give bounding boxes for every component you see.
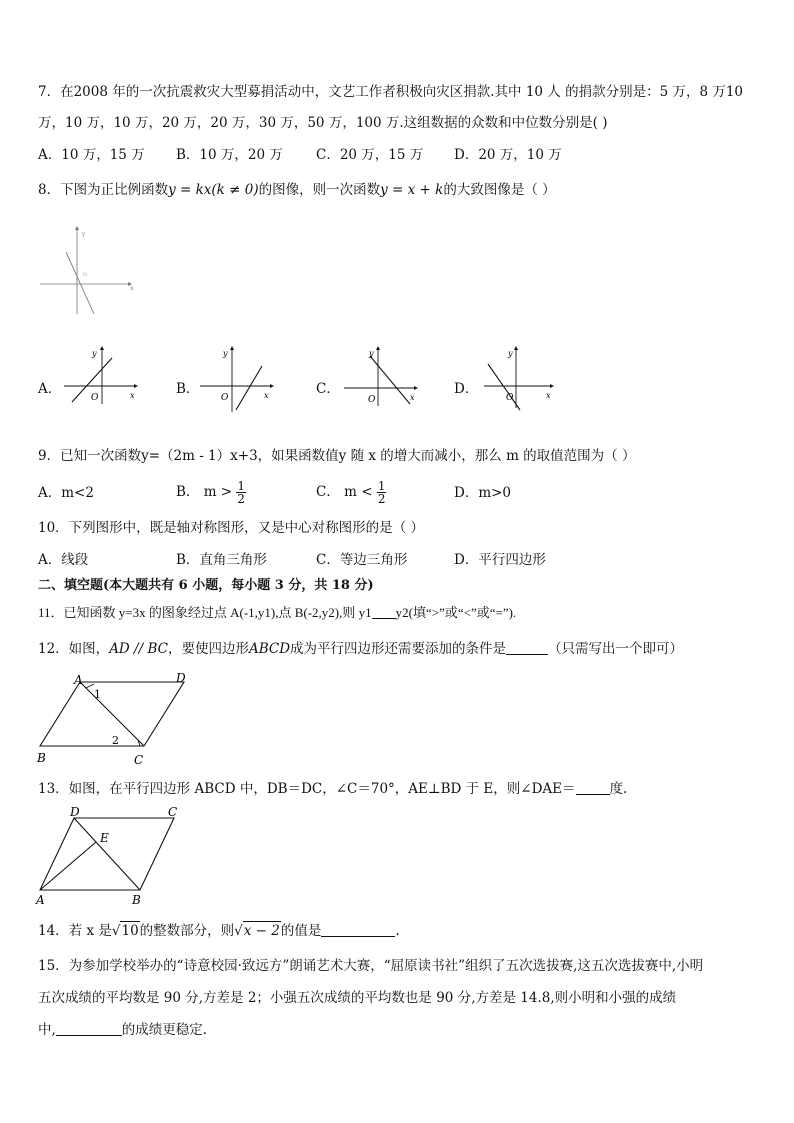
q7-option-c: C．20 万，15 万 xyxy=(316,147,424,163)
svg-text:O: O xyxy=(506,393,514,403)
q11-stem: 11．已知函数 y=3x 的图象经过点 A(-1,y1),点 B(-2,y2),则 y1 y2(填“>”或“<”或“=”). xyxy=(38,605,517,620)
q14-stem: 14．若 x 是√10的整数部分，则√x − 2的值是 . xyxy=(38,923,400,939)
q13-stem: 13．如图，在平行四边形 ABCD 中，DB＝DC，∠C＝70°，AE⊥BD 于 E，则∠DAE＝ 度. xyxy=(38,781,628,797)
svg-text:O: O xyxy=(91,393,99,403)
ref-x-label: x xyxy=(130,285,134,292)
q9-option-c-fraction: $\frac{1}{2}$ xyxy=(377,479,386,506)
svg-text:x: x xyxy=(130,391,135,400)
q12-label-c: C xyxy=(134,753,144,767)
sqrt-symbol-icon: √ xyxy=(234,923,243,939)
q12-angle1-arc xyxy=(86,684,94,688)
q8-prefix: 8．下图为正比例函数 xyxy=(38,182,169,198)
svg-text:x: x xyxy=(264,391,269,400)
q8-graph-b xyxy=(198,344,278,414)
q8-graph-a xyxy=(62,344,142,406)
q8-graph-c xyxy=(342,344,422,408)
q10-option-c: C．等边三角形 xyxy=(316,552,408,568)
q14-answer-blank[interactable] xyxy=(321,922,395,937)
ref-line xyxy=(66,252,94,314)
section-title-fill-in: 二、填空题(本大题共有 6 小题，每小题 3 分，共 18 分) xyxy=(38,578,374,593)
q10-option-a: A．线段 xyxy=(38,552,89,568)
q15-line1: 15．为参加学校举办的“诗意校园·致远方”朗诵艺术大赛，“屈原读书社”组织了五次选拔赛,这五次选拔赛中,小明 xyxy=(38,958,704,974)
q13-diagonal-db xyxy=(74,818,140,890)
q13-segment-ae xyxy=(40,842,96,890)
q12-label-a: A xyxy=(74,673,83,687)
q9-option-d: D．m>0 xyxy=(454,485,512,501)
q12-label-d: D xyxy=(176,671,186,685)
q8-option-c-label: C． xyxy=(316,381,340,397)
q9-option-c: C． m < $\frac{1}{2}$ xyxy=(316,479,386,506)
q8-formula-linear: y = x + k xyxy=(380,182,444,198)
svg-text:y: y xyxy=(508,349,513,358)
q8-graph-d xyxy=(482,344,562,410)
svg-text:y: y xyxy=(369,349,374,358)
q13-label-e: E xyxy=(100,831,109,845)
svg-text:y: y xyxy=(92,349,97,358)
q13-parallelogram-figure xyxy=(34,804,194,914)
q11-answer-blank[interactable] xyxy=(372,604,396,619)
svg-text:x: x xyxy=(410,393,415,402)
q7-option-d: D．20 万，10 万 xyxy=(454,147,562,163)
q15-answer-blank[interactable] xyxy=(56,1021,122,1036)
sqrt-symbol-icon: √ xyxy=(111,923,121,939)
q9-option-b: B． m > $\frac{1}{2}$ xyxy=(176,479,246,506)
q9-stem: 9．已知一次函数y=（2m - 1）x+3，如果函数值y 随 x 的增大而减小，那么 m 的取值范围为（ ） xyxy=(38,448,636,464)
q13-answer-blank[interactable] xyxy=(576,780,610,795)
ref-y-arrow xyxy=(75,226,79,230)
q15-line3: 中, 的成绩更稳定. xyxy=(38,1022,208,1038)
q13-label-c: C xyxy=(168,805,178,819)
q8-middle: 的图像，则一次函数 xyxy=(258,182,381,198)
q12-label-angle1: 1 xyxy=(94,688,101,701)
q9-option-a: A．m<2 xyxy=(38,485,94,501)
q8-option-b-label: B． xyxy=(176,381,200,397)
graph-c-line xyxy=(370,356,410,404)
q8-stem xyxy=(38,181,556,199)
q10-option-d: D．平行四边形 xyxy=(454,552,546,568)
q12-label-angle2: 2 xyxy=(112,734,119,747)
q8-formula-proportional: y = kx(k ≠ 0) xyxy=(168,182,259,198)
svg-text:O: O xyxy=(221,393,229,403)
q8-option-a-label: A． xyxy=(38,381,62,397)
q12-stem: 12．如图，AD // BC，要使四边形ABCD成为平行四边形还需要添加的条件是 （只需写出一个即可） xyxy=(38,641,684,657)
q12-label-b: B xyxy=(37,751,46,765)
q12-answer-blank[interactable] xyxy=(506,640,548,655)
q9-option-b-fraction: $\frac{1}{2}$ xyxy=(237,479,246,506)
ref-y-label: y xyxy=(82,231,86,238)
q13-label-b: B xyxy=(132,893,141,907)
q12-parallelogram-figure xyxy=(34,670,204,770)
q7-option-a: A．10 万，15 万 xyxy=(38,147,145,163)
svg-text:x: x xyxy=(546,391,551,400)
ref-origin: O xyxy=(83,272,88,278)
graph-d-line xyxy=(488,364,520,410)
q7-option-b: B．10 万，20 万 xyxy=(176,147,283,163)
svg-text:y: y xyxy=(223,349,228,358)
q10-stem: 10．下列图形中，既是轴对称图形，又是中心对称图形的是（ ） xyxy=(38,520,424,536)
q8-reference-graph xyxy=(36,226,136,318)
graph-b-line xyxy=(236,366,262,410)
q13-label-a: A xyxy=(36,893,45,907)
q10-option-b: B．直角三角形 xyxy=(176,552,267,568)
q7-line2: 万，10 万，10 万，20 万，20 万，30 万，50 万，100 万.这组数据的众数和中位数分别是( ) xyxy=(38,115,608,131)
q15-line2: 五次成绩的平均数是 90 分,方差是 2；小强五次成绩的平均数也是 90 分,方差是 14.8,则小明和小强的成绩 xyxy=(38,990,677,1006)
q8-option-d-label: D． xyxy=(454,381,479,397)
q13-label-d: D xyxy=(70,805,80,819)
q7-line1: 7．在2008 年的一次抗震救灾大型募捐活动中，文艺工作者积极向灾区捐款.其中 10 人 的捐款分别是：5 万，8 万10 xyxy=(38,84,744,100)
svg-text:O: O xyxy=(368,395,376,405)
q8-suffix: 的大致图像是（ ） xyxy=(443,182,556,198)
